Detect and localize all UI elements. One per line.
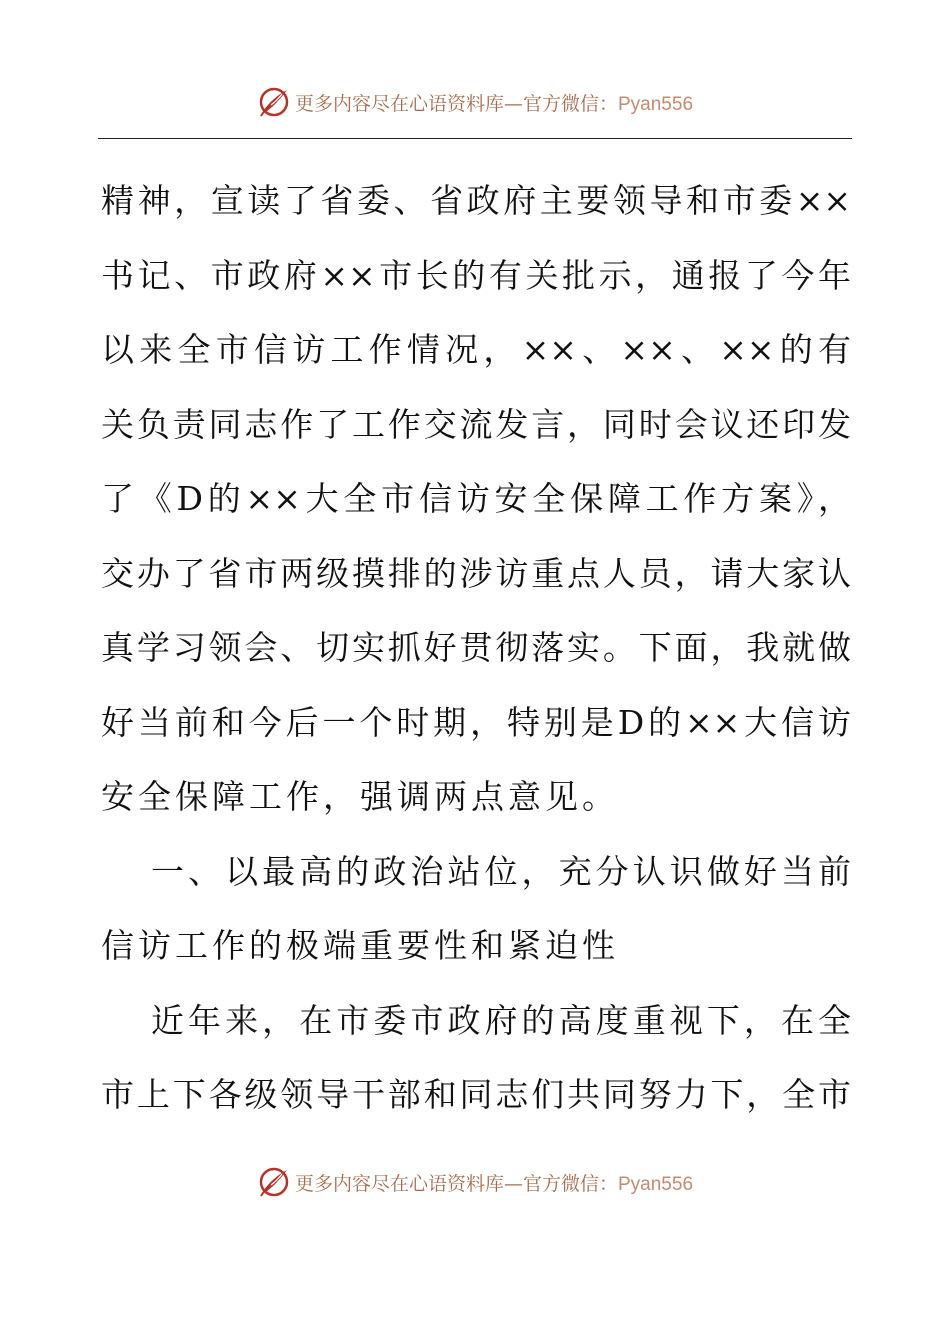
quill-pen-logo-icon [257,85,291,119]
header-banner [0,82,950,122]
paragraph-1 [101,170,851,841]
text-line: 市上下各级领导干部和同志们共同努力下，全市 [101,1075,851,1114]
text-line: 真学习领会、切实抓好贯彻落实。下面，我就做 [101,628,851,667]
document-body [101,170,851,1139]
text-line: 近年来，在市委市政府的高度重视下，在全 [151,1000,851,1040]
section-heading-1 [101,841,851,990]
footer-wechat-id: Pyan556 [618,1173,694,1195]
heading-line: 信访工作的极端重要性和紧迫性 [101,926,619,965]
text-line: 书记、市政府××市长的有关批示，通报了今年 [101,255,851,295]
header-rule [98,138,852,139]
text-line: 好当前和今后一个时期，特别是D的××大信访 [101,702,851,742]
text-line: 交办了省市两级摸排的涉访重点人员，请大家认 [101,553,851,593]
text-line: 关负责同志作了工作交流发言，同时会议还印发 [101,404,851,444]
footer-banner-label: 更多内容尽在心语资料库—官方微信： [294,1172,618,1195]
text-line: 安全保障工作，强调两点意见。 [101,777,619,816]
footer-banner [0,1162,950,1202]
paragraph-2 [101,990,851,1139]
footer-banner-text [295,1169,693,1196]
header-banner-text [295,89,693,116]
text-line: 了《D的××大全市信访安全保障工作方案》， [101,479,851,518]
quill-pen-logo-icon [257,1165,291,1199]
text-line: 以来全市信访工作情况，××、××、××的有 [101,330,851,369]
heading-line: 一、以最高的政治站位，充分认识做好当前 [151,851,851,891]
header-wechat-id: Pyan556 [618,93,694,115]
text-line: 精神，宣读了省委、省政府主要领导和市委×× [101,181,851,220]
header-banner-label: 更多内容尽在心语资料库—官方微信： [294,92,618,115]
